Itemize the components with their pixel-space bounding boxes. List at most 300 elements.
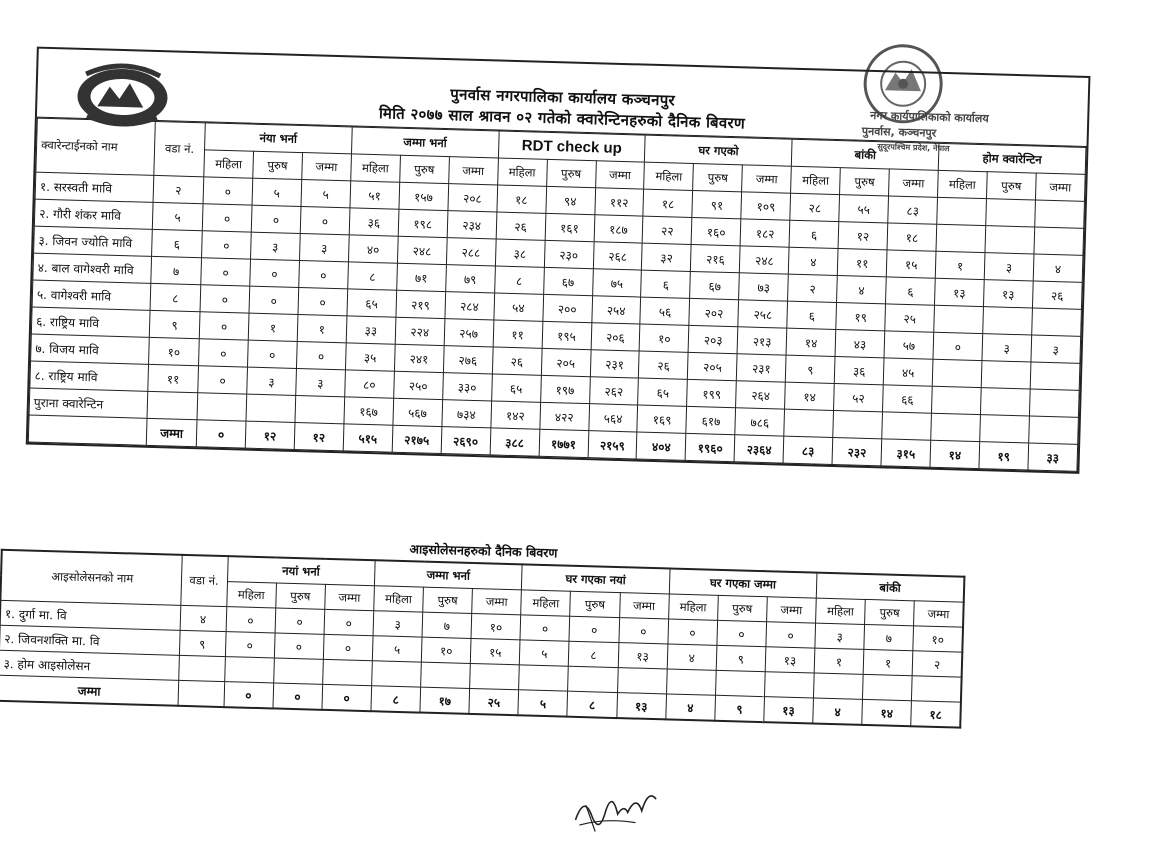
- subcolumn-header: महिला: [226, 582, 276, 608]
- data-cell: २०८: [448, 184, 498, 212]
- data-cell: ४: [1033, 254, 1083, 282]
- row-ward: [178, 655, 225, 681]
- data-cell: ०: [251, 205, 301, 233]
- data-cell: [273, 658, 323, 684]
- data-cell: [937, 197, 987, 225]
- data-cell: ६५: [491, 374, 541, 402]
- data-cell: २८८: [446, 238, 496, 266]
- data-cell: ०: [250, 259, 300, 287]
- data-cell: [813, 673, 863, 699]
- total-cell: २१७५: [392, 425, 442, 453]
- data-cell: ०: [199, 339, 249, 367]
- stamp-line-3: सुदूरपश्चिम प्रदेश, नेपाल: [877, 142, 950, 154]
- group-header: जम्मा भर्ना: [351, 127, 499, 158]
- total-cell: ८३: [783, 436, 833, 464]
- data-cell: ८०: [345, 370, 395, 398]
- data-cell: ०: [766, 622, 816, 648]
- data-cell: १९७: [540, 375, 590, 403]
- subcolumn-header: पुरुष: [986, 172, 1036, 200]
- group-header: घर गएका नयां: [522, 564, 670, 594]
- data-cell: [617, 668, 667, 694]
- data-cell: ५४: [494, 293, 544, 321]
- data-cell: २४८: [740, 246, 790, 274]
- data-cell: [519, 665, 569, 691]
- data-cell: [372, 661, 422, 687]
- data-cell: ०: [520, 615, 570, 641]
- stamp-line-1: नगर कार्यपालिकाको कार्यालय: [870, 108, 989, 126]
- data-cell: १६०: [691, 217, 741, 245]
- data-cell: १८: [887, 223, 937, 251]
- data-cell: ७९: [445, 265, 495, 293]
- subcolumn-header: पुरुष: [693, 163, 743, 191]
- data-cell: [985, 226, 1035, 254]
- data-cell: २०५: [688, 352, 738, 380]
- total-cell: १३: [764, 697, 814, 724]
- data-cell: [421, 662, 471, 688]
- subcolumn-header: जम्मा: [302, 153, 352, 181]
- data-cell: [246, 394, 296, 422]
- data-cell: [863, 674, 913, 700]
- data-cell: २०३: [688, 325, 738, 353]
- data-cell: १४: [785, 382, 835, 410]
- data-cell: २६: [639, 351, 689, 379]
- row-name: ५. वागेश्वरी मावि: [32, 280, 151, 310]
- data-cell: २७६: [443, 346, 493, 374]
- data-cell: ५: [372, 636, 422, 662]
- data-cell: २३४: [447, 211, 497, 239]
- subcolumn-header: पुरुष: [717, 595, 767, 621]
- group-header: जम्मा भर्ना: [374, 560, 522, 590]
- data-cell: १९: [836, 303, 886, 331]
- row-name: १. दुर्गा मा. वि: [0, 600, 180, 630]
- total-cell: ४: [665, 694, 715, 721]
- data-cell: ५२: [834, 383, 884, 411]
- total-cell: ५: [518, 690, 568, 717]
- data-cell: ०: [717, 620, 767, 646]
- data-cell: २६८: [593, 242, 643, 270]
- total-cell: ९: [715, 695, 765, 722]
- total-cell: २१५९: [588, 431, 638, 459]
- subcolumn-header: महिला: [668, 594, 718, 620]
- data-cell: १८: [643, 189, 693, 217]
- data-cell: २५७: [444, 319, 494, 347]
- data-cell: १६९: [637, 405, 687, 433]
- total-cell: १४: [930, 440, 980, 468]
- data-cell: ३: [982, 334, 1032, 362]
- total-cell: ३३: [1028, 443, 1078, 471]
- data-cell: [197, 393, 247, 421]
- data-cell: १४२: [491, 401, 541, 429]
- data-cell: ०: [668, 619, 718, 645]
- subcolumn-header: पुरुष: [399, 155, 449, 183]
- data-cell: [912, 676, 962, 702]
- data-cell: ८३: [888, 196, 938, 224]
- data-cell: २३१: [590, 350, 640, 378]
- subcolumn-header: जम्मा: [472, 588, 522, 614]
- row-ward: ४: [180, 605, 227, 631]
- data-cell: ३: [815, 623, 865, 649]
- subcolumn-header: जम्मा: [448, 157, 498, 185]
- data-cell: १३: [618, 643, 668, 669]
- total-spacer: [178, 680, 225, 707]
- data-cell: [1035, 200, 1085, 228]
- data-cell: ३: [296, 368, 346, 396]
- data-cell: २५४: [591, 296, 641, 324]
- data-cell: [568, 666, 618, 692]
- total-cell: ३१५: [881, 439, 931, 467]
- data-cell: ४०: [348, 235, 398, 263]
- data-cell: २०२: [689, 298, 739, 326]
- total-cell: २६९०: [441, 427, 491, 455]
- subcolumn-header: पुरुष: [253, 151, 303, 179]
- data-cell: [932, 386, 982, 414]
- data-cell: २१९: [396, 290, 446, 318]
- data-cell: १२: [838, 222, 888, 250]
- data-cell: ०: [249, 286, 299, 314]
- data-cell: २: [912, 651, 962, 677]
- group-header: घर गएको: [645, 135, 793, 166]
- data-cell: [764, 672, 814, 698]
- data-cell: २०५: [541, 348, 591, 376]
- data-cell: [784, 409, 834, 437]
- subcolumn-header: जम्मा: [1035, 173, 1085, 201]
- row-name: ३. जिवन ज्योति मावि: [34, 226, 153, 256]
- data-cell: २००: [542, 294, 592, 322]
- office-title: पुनर्वास नगरपालिका कार्यालय कञ्चनपुर: [450, 85, 676, 110]
- total-cell: १९: [979, 442, 1029, 470]
- data-cell: [470, 663, 520, 689]
- table-body: [28, 172, 1084, 471]
- data-cell: १४: [786, 328, 836, 356]
- subcolumn-header: महिला: [816, 598, 866, 624]
- total-cell: ४०४: [637, 432, 687, 460]
- data-cell: [1029, 389, 1079, 417]
- total-cell: ०: [273, 683, 323, 710]
- data-cell: १८: [497, 185, 547, 213]
- data-cell: ८: [348, 262, 398, 290]
- data-cell: १०: [640, 324, 690, 352]
- data-cell: ६: [886, 277, 936, 305]
- subcolumn-header: पुरुष: [423, 587, 473, 613]
- total-cell: ८: [567, 691, 617, 718]
- data-cell: १०: [471, 613, 521, 639]
- total-cell: ०: [196, 420, 246, 448]
- subcolumn-header: महिला: [374, 586, 424, 612]
- data-cell: ११२: [594, 188, 644, 216]
- data-cell: ३३०: [442, 373, 492, 401]
- row-name: ८. राष्ट्रिय मावि: [30, 361, 149, 391]
- data-cell: ७: [422, 612, 472, 638]
- data-cell: ०: [296, 341, 346, 369]
- data-cell: [981, 361, 1031, 389]
- data-cell: १०: [913, 626, 963, 652]
- row-name: ३. होम आइसोलेसन: [0, 650, 179, 680]
- data-cell: ३२: [642, 243, 692, 271]
- data-cell: [666, 669, 716, 695]
- column-header-ward: वडा नं.: [180, 555, 227, 607]
- data-cell: २६: [492, 347, 542, 375]
- row-name: ६. राष्ट्रिय मावि: [31, 307, 150, 337]
- data-cell: ५१: [350, 181, 400, 209]
- row-name: २. जिवनशक्ति मा. वि: [0, 625, 180, 655]
- data-cell: ७५: [592, 269, 642, 297]
- total-cell: २५: [469, 688, 519, 715]
- subcolumn-header: जम्मा: [742, 165, 792, 193]
- data-cell: ०: [933, 332, 983, 360]
- data-cell: २६४: [736, 381, 786, 409]
- data-cell: ६: [787, 301, 837, 329]
- subcolumn-header: जम्मा: [889, 169, 939, 197]
- data-cell: २६२: [589, 377, 639, 405]
- group-header: होम क्वारेन्टिन: [938, 143, 1086, 174]
- data-cell: २२: [643, 216, 693, 244]
- data-cell: ६: [641, 270, 691, 298]
- data-cell: ७३४: [442, 400, 492, 428]
- data-cell: ६५: [347, 289, 397, 317]
- data-cell: २०६: [591, 323, 641, 351]
- data-cell: ३: [247, 367, 297, 395]
- row-name: ४. बाल वागेश्वरी मावि: [33, 253, 152, 283]
- total-cell: ४: [813, 698, 863, 725]
- row-ward: [147, 391, 198, 419]
- data-cell: ७३: [739, 273, 789, 301]
- data-cell: ११: [837, 249, 887, 277]
- total-spacer: [28, 415, 147, 445]
- data-cell: १९८: [398, 209, 448, 237]
- data-cell: ९१: [692, 190, 742, 218]
- column-header-name: क्वारेन्टाईनको नाम: [36, 118, 155, 175]
- subcolumn-header: जम्मा: [325, 584, 375, 610]
- data-cell: [932, 359, 982, 387]
- total-cell: ५१५: [343, 424, 393, 452]
- data-cell: ०: [324, 609, 374, 635]
- data-cell: ६१७: [686, 406, 736, 434]
- data-cell: ३८: [495, 239, 545, 267]
- subcolumn-header: महिला: [644, 162, 694, 190]
- subcolumn-header: महिला: [497, 158, 547, 186]
- data-cell: १६७: [344, 397, 394, 425]
- data-cell: ०: [247, 340, 297, 368]
- report-subtitle: मिति २०७७ साल श्रावन ०२ गतेको क्वारेन्टिनहरुको दैनिक बिवरण: [378, 104, 746, 133]
- group-header: नंया भर्ना: [205, 123, 353, 154]
- data-cell: १५: [470, 638, 520, 664]
- total-cell: ०: [322, 684, 372, 711]
- data-cell: ०: [198, 366, 248, 394]
- data-cell: १३: [983, 280, 1033, 308]
- data-cell: १८७: [594, 215, 644, 243]
- data-cell: ०: [299, 261, 349, 289]
- subcolumn-header: पुरुष: [865, 599, 915, 625]
- data-cell: ६६: [883, 385, 933, 413]
- total-cell: १२: [294, 422, 344, 450]
- total-cell: ८: [371, 686, 421, 713]
- data-cell: २४१: [394, 344, 444, 372]
- data-cell: [934, 305, 984, 333]
- group-header: घर गएका जम्मा: [669, 568, 817, 598]
- data-cell: ०: [225, 632, 275, 658]
- data-cell: २१६: [691, 244, 741, 272]
- data-cell: १: [814, 648, 864, 674]
- data-cell: ३५: [345, 343, 395, 371]
- row-name: १. सरस्वती मावि: [35, 172, 154, 202]
- data-cell: ४: [837, 276, 887, 304]
- subcolumn-header: महिला: [791, 166, 841, 194]
- row-name: ७. विजय मावि: [31, 334, 150, 364]
- row-name: पुराना क्वारेन्टिन: [29, 388, 148, 418]
- total-cell: १३: [616, 693, 666, 720]
- row-ward: ९: [179, 630, 226, 656]
- data-cell: ६७: [690, 271, 740, 299]
- subcolumn-header: महिला: [938, 170, 988, 198]
- isolation-report: [0, 527, 966, 729]
- data-cell: [882, 412, 932, 440]
- data-cell: १५: [886, 250, 936, 278]
- data-cell: ५६४: [588, 404, 638, 432]
- subcolumn-header: जम्मा: [766, 597, 816, 623]
- data-cell: ३६: [834, 357, 884, 385]
- data-cell: ०: [203, 177, 253, 205]
- data-cell: [980, 415, 1030, 443]
- data-cell: ४२२: [539, 402, 589, 430]
- data-cell: २५८: [738, 300, 788, 328]
- data-cell: ३३: [346, 316, 396, 344]
- data-cell: ८: [494, 266, 544, 294]
- data-cell: ४: [667, 644, 717, 670]
- isolation-table: [0, 549, 965, 729]
- data-cell: ०: [618, 618, 668, 644]
- data-cell: ७८६: [735, 408, 785, 436]
- total-cell: १७: [420, 687, 470, 714]
- data-cell: १: [297, 314, 347, 342]
- data-cell: २२४: [395, 317, 445, 345]
- subcolumn-header: महिला: [521, 590, 571, 616]
- data-cell: [224, 657, 274, 683]
- group-header: RDT check up: [498, 131, 646, 162]
- data-cell: ३: [984, 253, 1034, 281]
- data-cell: ४: [789, 247, 839, 275]
- data-cell: ०: [202, 204, 252, 232]
- total-cell: ०: [223, 682, 273, 709]
- data-cell: ५: [301, 180, 351, 208]
- data-cell: १०: [421, 637, 471, 663]
- data-cell: ०: [298, 287, 348, 315]
- data-cell: ३: [373, 611, 423, 637]
- data-cell: ०: [199, 312, 249, 340]
- data-cell: ३: [250, 232, 300, 260]
- quarantine-table: [28, 118, 1087, 472]
- isolation-title: आइसोलेसनहरुको दैनिक बिवरण: [409, 541, 558, 561]
- row-ward: ६: [152, 229, 203, 257]
- data-cell: [1029, 416, 1079, 444]
- data-cell: ३६: [349, 208, 399, 236]
- data-cell: १०९: [741, 192, 791, 220]
- data-cell: १३: [935, 278, 985, 306]
- column-header-ward: वडा नं.: [154, 121, 205, 176]
- subcolumn-header: महिला: [351, 154, 401, 182]
- total-cell: २३६४: [734, 435, 784, 463]
- data-cell: ०: [200, 285, 250, 313]
- quarantine-report: [26, 47, 1091, 474]
- data-cell: १६१: [545, 213, 595, 241]
- subcolumn-header: पुरुष: [570, 591, 620, 617]
- subcolumn-header: जम्मा: [595, 161, 645, 189]
- data-cell: ०: [274, 633, 324, 659]
- data-cell: ०: [226, 607, 276, 633]
- total-label: जम्मा: [0, 675, 178, 706]
- data-cell: २४८: [397, 236, 447, 264]
- data-cell: १: [248, 313, 298, 341]
- data-cell: १: [935, 251, 985, 279]
- total-cell: १४: [862, 699, 912, 726]
- total-cell: ३८८: [490, 428, 540, 456]
- data-cell: ५: [252, 178, 302, 206]
- data-cell: २३१: [737, 354, 787, 382]
- total-cell: १२: [245, 421, 295, 449]
- group-header: बांकी: [816, 573, 964, 603]
- total-cell: २३२: [832, 437, 882, 465]
- data-cell: २३०: [544, 240, 594, 268]
- total-cell: १९६०: [685, 433, 735, 461]
- data-cell: ७१: [396, 263, 446, 291]
- data-cell: [936, 224, 986, 252]
- data-cell: ४५: [883, 358, 933, 386]
- data-cell: ०: [300, 207, 350, 235]
- data-cell: ६: [789, 220, 839, 248]
- group-header: नयां भर्ना: [227, 556, 375, 586]
- row-ward: १०: [149, 337, 200, 365]
- data-cell: २६: [1032, 281, 1082, 309]
- data-cell: ०: [201, 258, 251, 286]
- data-cell: ०: [569, 616, 619, 642]
- data-cell: [715, 670, 765, 696]
- data-cell: ५६७: [393, 398, 443, 426]
- data-cell: ९४: [545, 186, 595, 214]
- data-cell: [931, 413, 981, 441]
- data-cell: ०: [323, 634, 373, 660]
- data-cell: २: [788, 274, 838, 302]
- data-cell: ३: [299, 234, 349, 262]
- data-cell: [1032, 308, 1082, 336]
- data-cell: [322, 659, 372, 685]
- subcolumn-header: पुरुष: [546, 159, 596, 187]
- row-ward: ८: [150, 283, 201, 311]
- data-cell: १: [863, 649, 913, 675]
- total-cell: १७७१: [539, 429, 589, 457]
- data-cell: [833, 410, 883, 438]
- data-cell: ९: [786, 355, 836, 383]
- data-cell: २८४: [445, 292, 495, 320]
- data-cell: [983, 307, 1033, 335]
- data-cell: ९: [716, 645, 766, 671]
- data-cell: ५५: [839, 195, 889, 223]
- subcolumn-header: जम्मा: [619, 593, 669, 619]
- row-ward: ५: [152, 202, 203, 230]
- signature-icon: [565, 775, 667, 838]
- data-cell: १८२: [740, 219, 790, 247]
- data-cell: ११: [493, 320, 543, 348]
- row-name: २. गौरी शंकर मावि: [34, 199, 153, 229]
- data-cell: ०: [275, 608, 325, 634]
- subcolumn-header: पुरुष: [840, 168, 890, 196]
- total-label: जम्मा: [146, 418, 197, 446]
- data-cell: ५७: [884, 331, 934, 359]
- data-cell: [986, 199, 1036, 227]
- data-cell: १९९: [687, 379, 737, 407]
- row-ward: ७: [151, 256, 202, 284]
- data-cell: ४३: [835, 330, 885, 358]
- data-cell: [1034, 227, 1084, 255]
- row-ward: २: [153, 175, 204, 203]
